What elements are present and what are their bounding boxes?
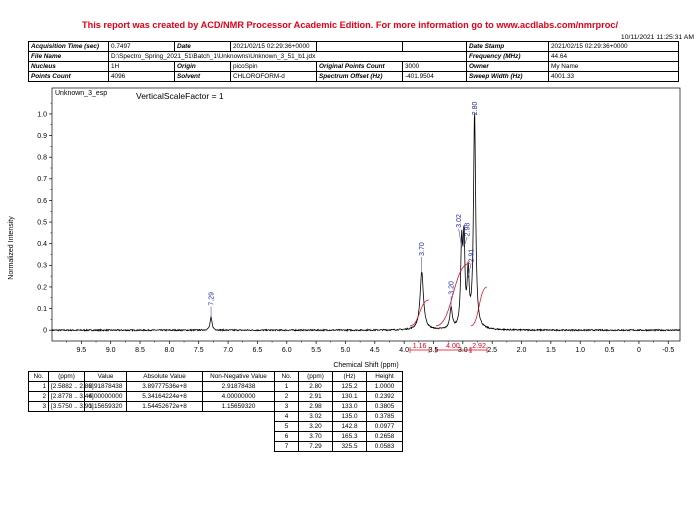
meta-key: Origin (175, 62, 231, 72)
spectrum-trace (52, 113, 680, 331)
y-tick-label: 0.1 (37, 305, 47, 313)
y-tick-label: 0.6 (37, 197, 47, 205)
meta-value: 4001.33 (549, 72, 679, 82)
meta-value: 3000 (403, 62, 467, 72)
integral-value: 4.00 (446, 343, 460, 350)
table-row (275, 442, 403, 452)
meta-key: Date (175, 42, 231, 52)
peak-header: Height (367, 372, 403, 382)
peak-cell: 6 (275, 432, 299, 442)
integral-cell: 2 (29, 392, 49, 402)
x-tick-label: 1.5 (546, 347, 556, 354)
peak-cell: 4 (275, 412, 299, 422)
meta-key: Sweep Width (Hz) (467, 72, 549, 82)
integral-cell: 4.00000000 (85, 392, 127, 402)
integral-table (28, 371, 275, 412)
meta-key: Nucleus (29, 62, 109, 72)
chart-title: Unknown_3_esp (55, 90, 108, 97)
x-tick-label: 3.5 (428, 347, 439, 354)
x-tick-label: 5.0 (340, 347, 351, 354)
x-tick-label: 4.0 (399, 347, 410, 354)
meta-value: D:\Spectro_Spring_2021_51\Batch_1\Unknowns\Unknown_3_51_b1.jdx (109, 52, 467, 62)
integral-cell: 3 (29, 402, 49, 412)
meta-key: Points Count (29, 72, 109, 82)
integral-cell: [2.5882 .. 2.86] (49, 382, 85, 392)
peak-table (274, 371, 403, 452)
peak-header: (Hz) (333, 372, 367, 382)
x-tick-label: 2.0 (516, 347, 527, 354)
integral-cell: 1.15659320 (203, 402, 275, 412)
peak-label: 7.29 (208, 291, 216, 306)
integral-cell: [2.8778 .. 3.46] (49, 392, 85, 402)
y-tick-label: 0.7 (37, 176, 47, 184)
meta-key: Owner (467, 62, 549, 72)
peak-cell: 165.3 (333, 432, 367, 442)
meta-key (317, 42, 403, 52)
integral-cell: 2.91878438 (85, 382, 127, 392)
integral-value: 1.16 (412, 343, 427, 350)
peak-cell: 7.29 (299, 442, 333, 452)
x-tick-label: 9.0 (105, 347, 116, 354)
integral-header: (ppm) (49, 372, 85, 382)
meta-value: -401.9504 (403, 72, 467, 82)
table-row (29, 392, 275, 402)
x-tick-label: 0 (636, 347, 641, 354)
meta-value: picoSpin (231, 62, 317, 72)
meta-row (29, 72, 679, 82)
y-tick-label: 0 (43, 327, 47, 335)
meta-value: 2021/02/15 02:29:36+0000 (231, 42, 317, 52)
peak-labels (208, 102, 479, 317)
peak-label: 3.70 (419, 242, 427, 256)
peak-header: No. (275, 372, 299, 382)
integral-cell: 5.34164224e+8 (127, 392, 203, 402)
integral-cell: 1.15659320 (85, 402, 127, 412)
peak-cell: 0.3805 (367, 402, 403, 412)
integral-cell: 1 (29, 382, 49, 392)
peak-cell: 0.3785 (367, 412, 403, 422)
integral-header: Non-Negative Value (203, 372, 275, 382)
nmr-spectrum-chart (0, 85, 700, 371)
table-row (275, 392, 403, 402)
peak-cell: 135.0 (333, 412, 367, 422)
report-banner: This report was created by ACD/NMR Processor Academic Edition. For more information go to www.acdlabs.com/nmrproc/ (81, 20, 619, 30)
x-tick-label: 6.5 (252, 347, 263, 354)
table-row (275, 422, 403, 432)
x-tick-label: 8.0 (164, 347, 175, 354)
x-axis-label: Chemical Shift (ppm) (333, 362, 399, 369)
peak-cell: 0.2658 (367, 432, 403, 442)
table-row (275, 382, 403, 392)
peak-cell: 2.91 (299, 392, 333, 402)
x-tick-label: 8.5 (135, 347, 145, 354)
integral-cell: 2.91878438 (203, 382, 275, 392)
peak-cell: 1 (275, 382, 299, 392)
peak-cell: 3.70 (299, 432, 333, 442)
y-axis-label: Normalized Intensity (8, 216, 15, 280)
meta-row (29, 42, 679, 52)
peak-cell: 5 (275, 422, 299, 432)
x-tick-label: 2.5 (487, 347, 498, 354)
meta-value: 1H (109, 62, 175, 72)
meta-value: 0.7497 (109, 42, 175, 52)
peak-cell: 130.1 (333, 392, 367, 402)
acquisition-parameters-table (28, 41, 679, 82)
peak-cell: 7 (275, 442, 299, 452)
meta-value: 4096 (109, 72, 175, 82)
y-tick-label: 1.0 (37, 111, 47, 119)
peak-cell: 0.0977 (367, 422, 403, 432)
x-tick-label: -0.5 (662, 347, 675, 354)
peak-label: 3.02 (456, 214, 464, 228)
x-tick-label: 7.0 (223, 347, 233, 354)
peak-cell: 2 (275, 392, 299, 402)
meta-key: Date Stamp (467, 42, 549, 52)
peak-cell: 3.02 (299, 412, 333, 422)
table-row (29, 382, 275, 392)
integral-header: Value (85, 372, 127, 382)
peak-label: 2.91 (468, 248, 476, 263)
x-tick-label: 3.0 (457, 347, 468, 354)
peak-cell: 0.2392 (367, 392, 403, 402)
x-tick-label: 6.0 (281, 347, 292, 354)
peak-cell: 0.0583 (367, 442, 403, 452)
y-tick-label: 0.3 (37, 262, 47, 270)
peak-cell: 325.5 (333, 442, 367, 452)
meta-row (29, 52, 679, 62)
meta-key: Original Points Count (317, 62, 403, 72)
integral-header: No. (29, 372, 49, 382)
y-tick-label: 0.5 (37, 219, 47, 227)
meta-key: Solvent (175, 72, 231, 82)
y-tick-label: 0.2 (37, 284, 47, 292)
peak-cell: 133.0 (333, 402, 367, 412)
y-axis (37, 103, 52, 334)
table-row (275, 402, 403, 412)
integral-header: Absolute Value (127, 372, 203, 382)
x-tick-label: 1.0 (575, 347, 586, 354)
peak-cell: 2.98 (299, 402, 333, 412)
x-tick-label: 9.5 (76, 347, 87, 354)
meta-value: CHLOROFORM-d (231, 72, 317, 82)
integral-value: 2.92 (472, 343, 486, 350)
peak-label: 2.80 (471, 101, 479, 116)
peak-header: (ppm) (299, 372, 333, 382)
meta-key: Acquisition Time (sec) (29, 42, 109, 52)
peak-cell: 3.20 (299, 422, 333, 432)
integral-cell: [3.5750 .. 3.90] (49, 402, 85, 412)
peak-cell: 2.80 (299, 382, 333, 392)
integral-curve (471, 287, 487, 326)
table-row (275, 412, 403, 422)
meta-value: My Name (549, 62, 679, 72)
y-tick-label: 0.9 (37, 132, 47, 140)
meta-key: File Name (29, 52, 109, 62)
meta-key: Spectrum Offset (Hz) (317, 72, 403, 82)
integral-cell: 1.54452672e+8 (127, 402, 203, 412)
peak-cell: 3 (275, 402, 299, 412)
peak-cell: 142.8 (333, 422, 367, 432)
peak-label: 3.20 (448, 281, 456, 295)
x-tick-label: 0.5 (604, 347, 615, 354)
x-tick-label: 7.5 (193, 347, 204, 354)
meta-value: 44.64 (549, 52, 679, 62)
peak-label: 2.98 (464, 222, 472, 237)
report-timestamp: 10/11/2021 11:25:31 AM (620, 34, 694, 41)
integral-cell: 3.89777536e+8 (127, 382, 203, 392)
vertical-scale-annotation: VerticalScaleFactor = 1 (136, 91, 224, 101)
y-tick-label: 0.4 (37, 241, 47, 249)
peak-cell: 125.2 (333, 382, 367, 392)
y-tick-label: 0.8 (37, 154, 47, 162)
x-tick-label: 5.5 (311, 347, 321, 354)
x-tick-label: 4.5 (369, 347, 380, 354)
x-axis (67, 341, 675, 354)
meta-key: Frequency (MHz) (467, 52, 549, 62)
table-row (275, 432, 403, 442)
plot-frame (52, 88, 680, 341)
integral-cell: 4.00000000 (203, 392, 275, 402)
peak-cell: 1.0000 (367, 382, 403, 392)
meta-value: 2021/02/15 02:29:36+0000 (549, 42, 679, 52)
meta-row (29, 62, 679, 72)
meta-value (403, 42, 467, 52)
table-row (29, 402, 275, 412)
